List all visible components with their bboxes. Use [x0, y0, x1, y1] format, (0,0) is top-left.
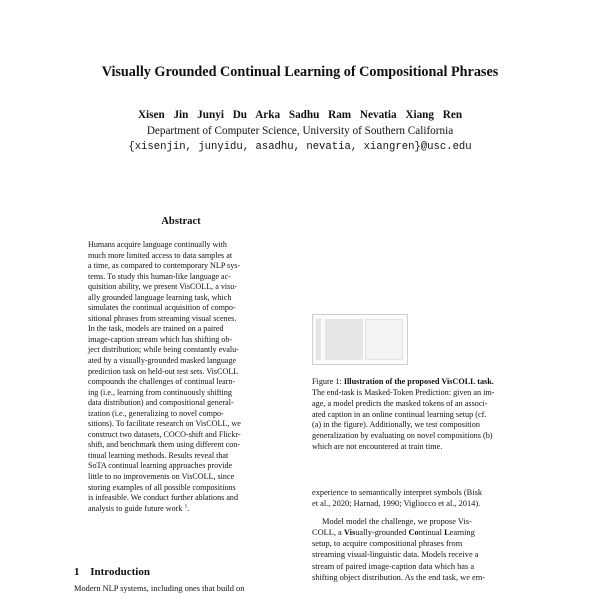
abstract-line: tinual learning methods. Results reveal that — [88, 450, 229, 460]
footnote-marker[interactable]: 1 — [184, 502, 188, 509]
section-number: 1 — [74, 566, 80, 578]
intro-line: Modern NLP systems, including ones that build on — [74, 584, 245, 593]
abstract-line: a time, as compared to contemporary NLP sys- — [88, 261, 241, 271]
body-line: shifting object distribution. As the end task, we em- — [312, 572, 486, 582]
caption-line — [312, 377, 534, 388]
abstract-line: data distribution) and compositional general- — [88, 398, 234, 408]
abstract-line: ject distribution; while being constantly evalu- — [88, 345, 239, 355]
body-fragment: COLL, a — [312, 528, 344, 538]
abstract-text — [88, 240, 274, 514]
abstract-line: simulates the continual acquisition of compo- — [88, 303, 236, 313]
acronym-letter: L — [444, 528, 450, 538]
caption-line: The end-task is Masked-Token Prediction: given an im- — [312, 387, 495, 397]
figure-label: Figure 1: — [312, 377, 342, 386]
abstract-line: ization (i.e., generalizing to novel compo- — [88, 408, 224, 418]
abstract-line: storing examples of all possible compositions — [88, 482, 236, 492]
body-line: stream of paired image-caption data which has a — [312, 561, 475, 571]
abstract-line: sitions). To facilitate research on VisCOLL, we — [88, 419, 241, 429]
body-fragment: ually-grounded — [355, 528, 409, 538]
author-emails: {xisenjin, junyidu, asadhu, nevatia, xiangren}@usc.edu — [128, 141, 472, 153]
abstract-line: tems. To study this human-like language ac- — [88, 271, 231, 281]
abstract-line: ated by a visually-grounded masked language — [88, 356, 237, 366]
caption-line: generalization by evaluating on novel compositions (b) — [312, 431, 493, 441]
abstract-line: ally grounded language learning task, which — [88, 292, 232, 302]
abstract-line — [88, 504, 274, 515]
abstract-line: quisition ability, we present VisCOLL, a visu- — [88, 282, 238, 292]
body-line: et al., 2020; Harnad, 1990; Vigliocco et al., 2014). — [312, 499, 481, 509]
section-title: Introduction — [90, 566, 150, 578]
abstract-line: SoTA continual learning approaches provide — [88, 461, 233, 471]
body-line: setup, to acquire compositional phrases from — [312, 539, 463, 549]
figure-title: Illustration of the proposed VisCOLL task. — [343, 377, 494, 386]
caption-line: ated caption in an online continual learning setup (cf. — [312, 409, 487, 419]
abstract-line: construct two datasets, COCO-shift and Flickr- — [88, 429, 241, 439]
affiliation: Department of Computer Science, University of Southern California — [146, 125, 454, 137]
body-line: experience to semantically interpret symbols (Bisk — [312, 488, 483, 497]
caption-line: age, a model predicts the masked tokens of an associ- — [312, 398, 488, 408]
abstract-line: is infeasible. We conduct further ablations and — [88, 493, 239, 503]
author-list: Xisen Jin Junyi Du Arka Sadhu Ram Nevatia Xiang Ren — [137, 109, 463, 121]
abstract-period: . — [187, 503, 190, 513]
abstract-line-text: analysis to guide future work — [88, 503, 183, 513]
figure-panel-a — [325, 319, 363, 360]
abstract-line: prediction task on held-out test sets. VisCOLL — [88, 366, 239, 376]
acronym-letter: Vis — [343, 528, 356, 538]
acronym-letter: Co — [408, 528, 419, 538]
abstract-line: sitional phrases from streaming visual scenes. — [88, 313, 237, 323]
figure-stream-strip — [316, 319, 321, 360]
body-line: streaming visual-linguistic data. Models receive a — [312, 550, 479, 560]
abstract-line: ing (i.e., learning from continuously shifting — [88, 387, 232, 397]
section-heading-introduction — [74, 566, 150, 578]
body-fragment: earning — [449, 528, 475, 538]
figure-panel-b — [365, 319, 403, 360]
abstract-heading: Abstract — [161, 216, 201, 227]
right-column-text — [312, 487, 534, 583]
caption-line: which are not encountered at train time. — [312, 442, 443, 452]
abstract-line: image-caption stream which has shifting ob- — [88, 334, 233, 344]
abstract-line: much more limited access to data samples at — [88, 250, 233, 260]
figure-frame — [312, 314, 408, 365]
body-line: Model model the challenge, we propose Vis- — [322, 517, 472, 527]
figure-1-image — [312, 314, 534, 366]
body-line — [312, 527, 534, 538]
abstract-line: compounds the challenges of continual learn- — [88, 377, 236, 387]
paper-title: Visually Grounded Continual Learning of Compositional Phrases — [101, 64, 499, 80]
introduction-text — [74, 583, 288, 594]
figure-1-caption — [312, 377, 534, 453]
abstract-line: shift, and benchmark them using different con- — [88, 440, 241, 450]
body-fragment: ntinual — [418, 528, 445, 538]
abstract-line: In the task, models are trained on a paired — [88, 324, 224, 334]
abstract-line: Humans acquire language continually with — [88, 240, 227, 249]
caption-line: (a) in the figure). Additionally, we test composition — [312, 420, 480, 430]
abstract-line: little to no improvements on VisCOLL, since — [88, 472, 235, 482]
